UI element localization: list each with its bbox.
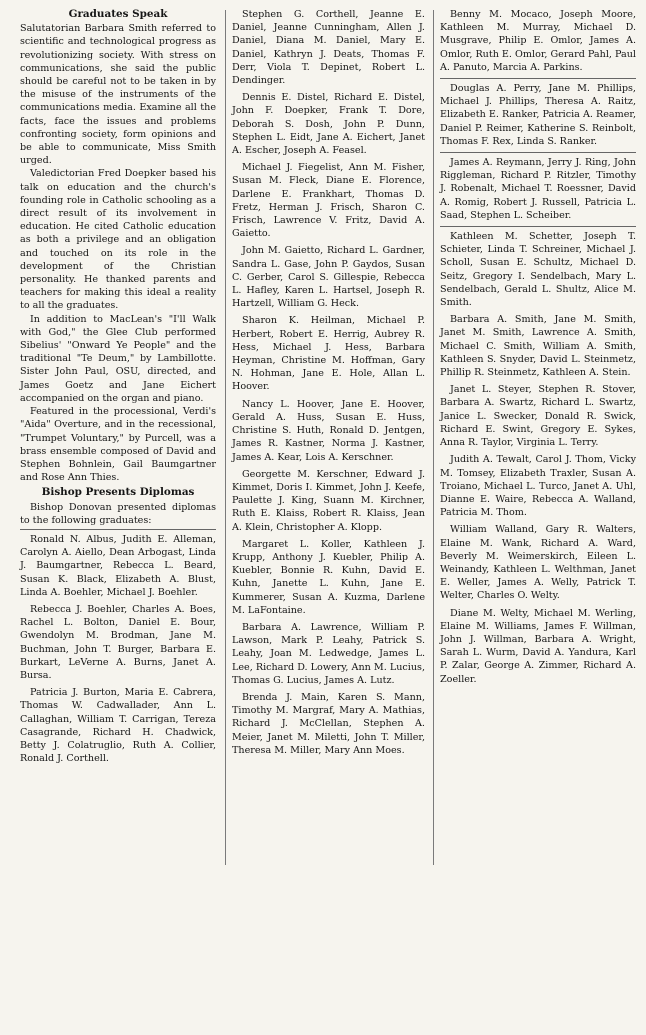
graduate-name-group: Janet L. Steyer, Stephen R. Stover, Barbara A. Swartz, Richard L. Swartz, Janice L. Swecker, Donald R. Swick, Richard E. Swint, Gregory E. Sykes, Anna R. Taylor, Virginia L. Terry. [440, 384, 636, 449]
graduate-name-group: Diane M. Welty, Michael M. Werling, Elaine M. Williams, James F. Willman, John J. Willman, Barbara A. Wright, Sarah L. Wurm, David A. Yandura, Karl P. Zalar, George A. Zimmer, Richard A. Zoeller. [440, 607, 636, 685]
salutatorian-paragraph: Salutatorian Barbara Smith referred to scientific and technological progress as revolutionizing society. With stress on communications, she said the public should be careful not to be taken in by the misuse of the instruments of the communications media. Examine all the facts, face the issues and problems confronting society, form opinions and be able to communicate, Miss Smith urged. [20, 23, 216, 167]
graduate-name-group: Patricia J. Burton, Maria E. Cabrera, Thomas W. Cadwallader, Ann L. Callaghan, William T. Carrigan, Tereza Casagrande, Richard H. Chadwick, Betty J. Colatruglio, Ruth A. Collier, Ronald J. Corthell. [20, 687, 216, 765]
graduate-name-group: Sharon K. Heilman, Michael P. Herbert, Robert E. Herrig, Aubrey R. Hess, Michael J. Hess, Barbara Heyman, Christine M. Hoffman, Gary N. Hohman, Jane E. Hole, Allan L. Hoover. [232, 315, 425, 393]
column-divider [225, 10, 226, 865]
graduate-name-group: Benny M. Mocaco, Joseph Moore, Kathleen M. Murray, Michael D. Musgrave, Philip E. Omlor, James A. Omlor, Ruth E. Omlor, Gerard Pahl, Paul A. Panuto, Marcia A. Parkins. [440, 9, 636, 73]
graduate-name-group: Kathleen M. Schetter, Joseph T. Schieter, Linda T. Schreiner, Michael J. Scholl, Susan E. Schultz, Michael D. Seitz, Gregory I. Sendelbach, Mary L. Sendelbach, Gerald L. Shultz, Alice M. Smith. [440, 231, 636, 309]
processional-paragraph: Featured in the processional, Verdi's "Aida" Overture, and in the recessional, "Trumpet Voluntary," by Purcell, was a brass ensemble composed of David and Stephen Bohnlein, Gail Baumgartner and Rose Ann Thies. [20, 406, 216, 484]
diplomas-intro-paragraph: Bishop Donovan presented diplomas to the following graduates: [20, 501, 216, 526]
separator-rule [20, 529, 216, 530]
graduate-name-group: Margaret L. Koller, Kathleen J. Krupp, Anthony J. Kuebler, Philip A. Kuebler, Bonnie R. Kuhn, David E. Kuhn, Janette L. Kuhn, Jane E. Kummerer, Susan A. Kuzma, Darlene M. LaFontaine. [232, 538, 425, 616]
graduate-name-group: Douglas A. Perry, Jane M. Phillips, Michael J. Phillips, Theresa A. Raitz, Elizabeth E. Ranker, Patricia A. Reamer, Daniel P. Reimer, Katherine S. Reinbolt, Thomas F. Rex, Linda S. Ranker. [440, 83, 636, 147]
graduate-name-group: Dennis E. Distel, Richard E. Distel, John F. Doepker, Frank T. Dore, Deborah S. Dosh, John P. Dunn, Stephen L. Eidt, Jane A. Eichert, Janet A. Escher, Joseph A. Feasel. [232, 92, 425, 157]
heading-graduates-speak: Graduates Speak [68, 8, 168, 20]
separator-rule [440, 226, 636, 227]
graduate-name-group: Barbara A. Smith, Jane M. Smith, Janet M. Smith, Lawrence A. Smith, Michael C. Smith, William A. Smith, Kathleen S. Snyder, David L. Steinmetz, Phillip R. Steinmetz, Kathleen A. Stein. [440, 314, 636, 379]
separator-rule [440, 152, 636, 153]
graduate-name-group: William Walland, Gary R. Walters, Elaine M. Wank, Richard A. Ward, Beverly M. Weimerskirch, Eileen L. Weinandy, Kathleen L. Welthman, Janet E. Weller, James A. Welly, Patrick T. Welter, Charles O. Welty. [440, 524, 636, 602]
graduate-name-group: Nancy L. Hoover, Jane E. Hoover, Gerald A. Huss, Susan E. Huss, Christine S. Huth, Ronald D. Jentgen, James R. Kastner, Norma J. Kastner, James A. Kear, Lois A. Kerschner. [232, 398, 425, 463]
graduate-name-group: Georgette M. Kerschner, Edward J. Kimmet, Doris I. Kimmet, John J. Keefe, Paulette J. King, Suann M. Kirchner, Ruth E. Klaiss, Robert R. Klaiss, Jean A. Klein, Christopher A. Klopp. [232, 468, 425, 533]
separator-rule [440, 78, 636, 79]
column-3 [440, 8, 636, 690]
graduate-name-group: Rebecca J. Boehler, Charles A. Boes, Rachel L. Bolton, Daniel E. Bour, Gwendolyn M. Brodman, Jane M. Buchman, John T. Burger, Barbara E. Burkart, LeVerne A. Burns, Janet A. Bursa. [20, 603, 216, 681]
graduate-name-group: Stephen G. Corthell, Jeanne E. Daniel, Jeanne Cunningham, Allen J. Daniel, Diana M. Daniel, Mary E. Daniel, Kathryn J. Deats, Thomas F. Derr, Viola T. Depinet, Robert L. Dendinger. [232, 9, 425, 87]
graduate-name-group: Ronald N. Albus, Judith E. Alleman, Carolyn A. Aiello, Dean Arbogast, Linda J. Baumgartner, Rebecca L. Beard, Susan K. Black, Elizabeth A. Blust, Linda A. Boehler, Michael J. Boehler. [20, 533, 216, 598]
graduate-name-group: Michael J. Fiegelist, Ann M. Fisher, Susan M. Fleck, Diane E. Florence, Darlene E. Frankhart, Thomas D. Fretz, Herman J. Frisch, Sharon C. Frisch, Lawrence V. Fritz, David A. Gaietto. [232, 162, 425, 240]
graduate-name-group: James A. Reymann, Jerry J. Ring, John Riggleman, Richard P. Ritzler, Timothy J. Robenalt, Michael T. Roessner, David A. Romig, Robert J. Russell, Patricia L. Saad, Stephen L. Scheiber. [440, 157, 636, 221]
column-1 [20, 8, 216, 769]
column-2 [232, 8, 425, 761]
graduate-name-group: John M. Gaietto, Richard L. Gardner, Sandra L. Gase, John P. Gaydos, Susan C. Gerber, Carol S. Gillespie, Rebecca L. Hafley, Karen L. Hartsel, Joseph R. Hartzell, William G. Heck. [232, 245, 425, 310]
graduate-name-group: Barbara A. Lawrence, William P. Lawson, Mark P. Leahy, Patrick S. Leahy, Joan M. Ledwedge, James L. Lee, Richard D. Lowery, Ann M. Lucius, Thomas G. Lucius, James A. Lutz. [232, 621, 425, 686]
valedictorian-paragraph: Valedictorian Fred Doepker based his talk on education and the church's founding role in Catholic schooling as a direct result of its involvement in education. He cited Catholic education as both a privilege and an obligation and touched on its role in the development of the Christian personality. He thanked parents and teachers for making this ideal a reality to all the graduates. [20, 168, 216, 312]
graduate-name-group: Judith A. Tewalt, Carol J. Thom, Vicky M. Tomsey, Elizabeth Traxler, Susan A. Troiano, Michael L. Turco, Janet A. Uhl, Dianne E. Waire, Rebecca A. Walland, Patricia M. Thom. [440, 454, 636, 519]
heading-bishop-presents-diplomas: Bishop Presents Diplomas [41, 486, 195, 499]
graduate-name-group: Brenda J. Main, Karen S. Mann, Timothy M. Margraf, Mary A. Mathias, Richard J. McClellan, Stephen A. Meier, Janet M. Miletti, John T. Miller, Theresa M. Miller, Mary Ann Moes. [232, 691, 425, 756]
column-divider [433, 10, 434, 865]
glee-club-paragraph: In addition to MacLean's "I'll Walk with God," the Glee Club performed Sibelius' "Onward Ye People" and the traditional "Te Deum," by Lambillotte. Sister John Paul, OSU, directed, and James Goetz and Jane Eichert accompanied on the organ and piano. [20, 313, 216, 404]
